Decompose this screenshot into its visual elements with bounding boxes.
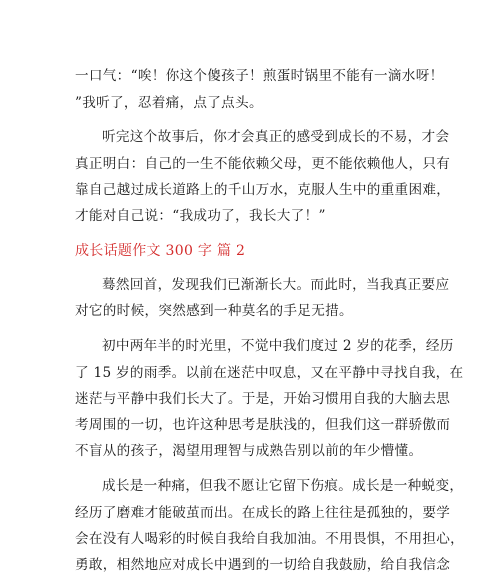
- text-line: 勇敢，相然地应对成长中遇到的一切给自我鼓励，给自我信念: [75, 557, 451, 573]
- text-line: 不盲从的孩子，渴望用理智与成熟告别以前的年少懵懂。: [75, 443, 423, 459]
- text-line: 了 15 岁的雨季。以前在迷茫中叹息，又在平静中寻找自我，在: [75, 365, 464, 381]
- section-heading: 成长话题作文 300 字 篇 2: [75, 243, 246, 259]
- text-line: 真正明白：自己的一生不能依赖父母，更不能依赖他人，只有: [75, 156, 451, 172]
- text-line: 成长是一种痛，但我不愿让它留下伤痕。成长是一种蜕变，: [102, 478, 464, 494]
- text-line: 初中两年半的时光里，不觉中我们度过 2 岁的花季，经历: [102, 338, 454, 354]
- text-line: 才能对自己说：“我成功了，我长大了！”: [75, 208, 326, 224]
- text-line: ”我听了，忍着痛，点了点头。: [75, 95, 263, 111]
- text-line: 会在没有人喝彩的时候自我给自我加油。不用畏惧，不用担心，: [75, 531, 465, 547]
- text-line: 听完这个故事后，你才会真正的感受到成长的不易，才会: [102, 129, 450, 145]
- text-line: 一口气：“唉！你这个傻孩子！煎蛋时锅里不能有一滴水呀！: [75, 68, 444, 84]
- text-line: 迷茫与平静中我们长大了。于是，开始习惯用自我的大脑去思: [75, 391, 451, 407]
- text-line: 蓦然回首，发现我们已渐渐长大。而此时，当我真正要应: [102, 277, 450, 293]
- text-line: 对它的时候，突然感到一种莫名的手足无措。: [75, 303, 353, 319]
- text-line: 经历了磨难才能破茧而出。在成长的路上往往是孤独的，要学: [75, 505, 451, 521]
- text-line: 靠自己越过成长道路上的千山万水，克服人生中的重重困难，: [75, 182, 451, 198]
- text-line: 考周围的一切，也许这种思考是肤浅的，但我们这一群骄傲而: [75, 417, 451, 433]
